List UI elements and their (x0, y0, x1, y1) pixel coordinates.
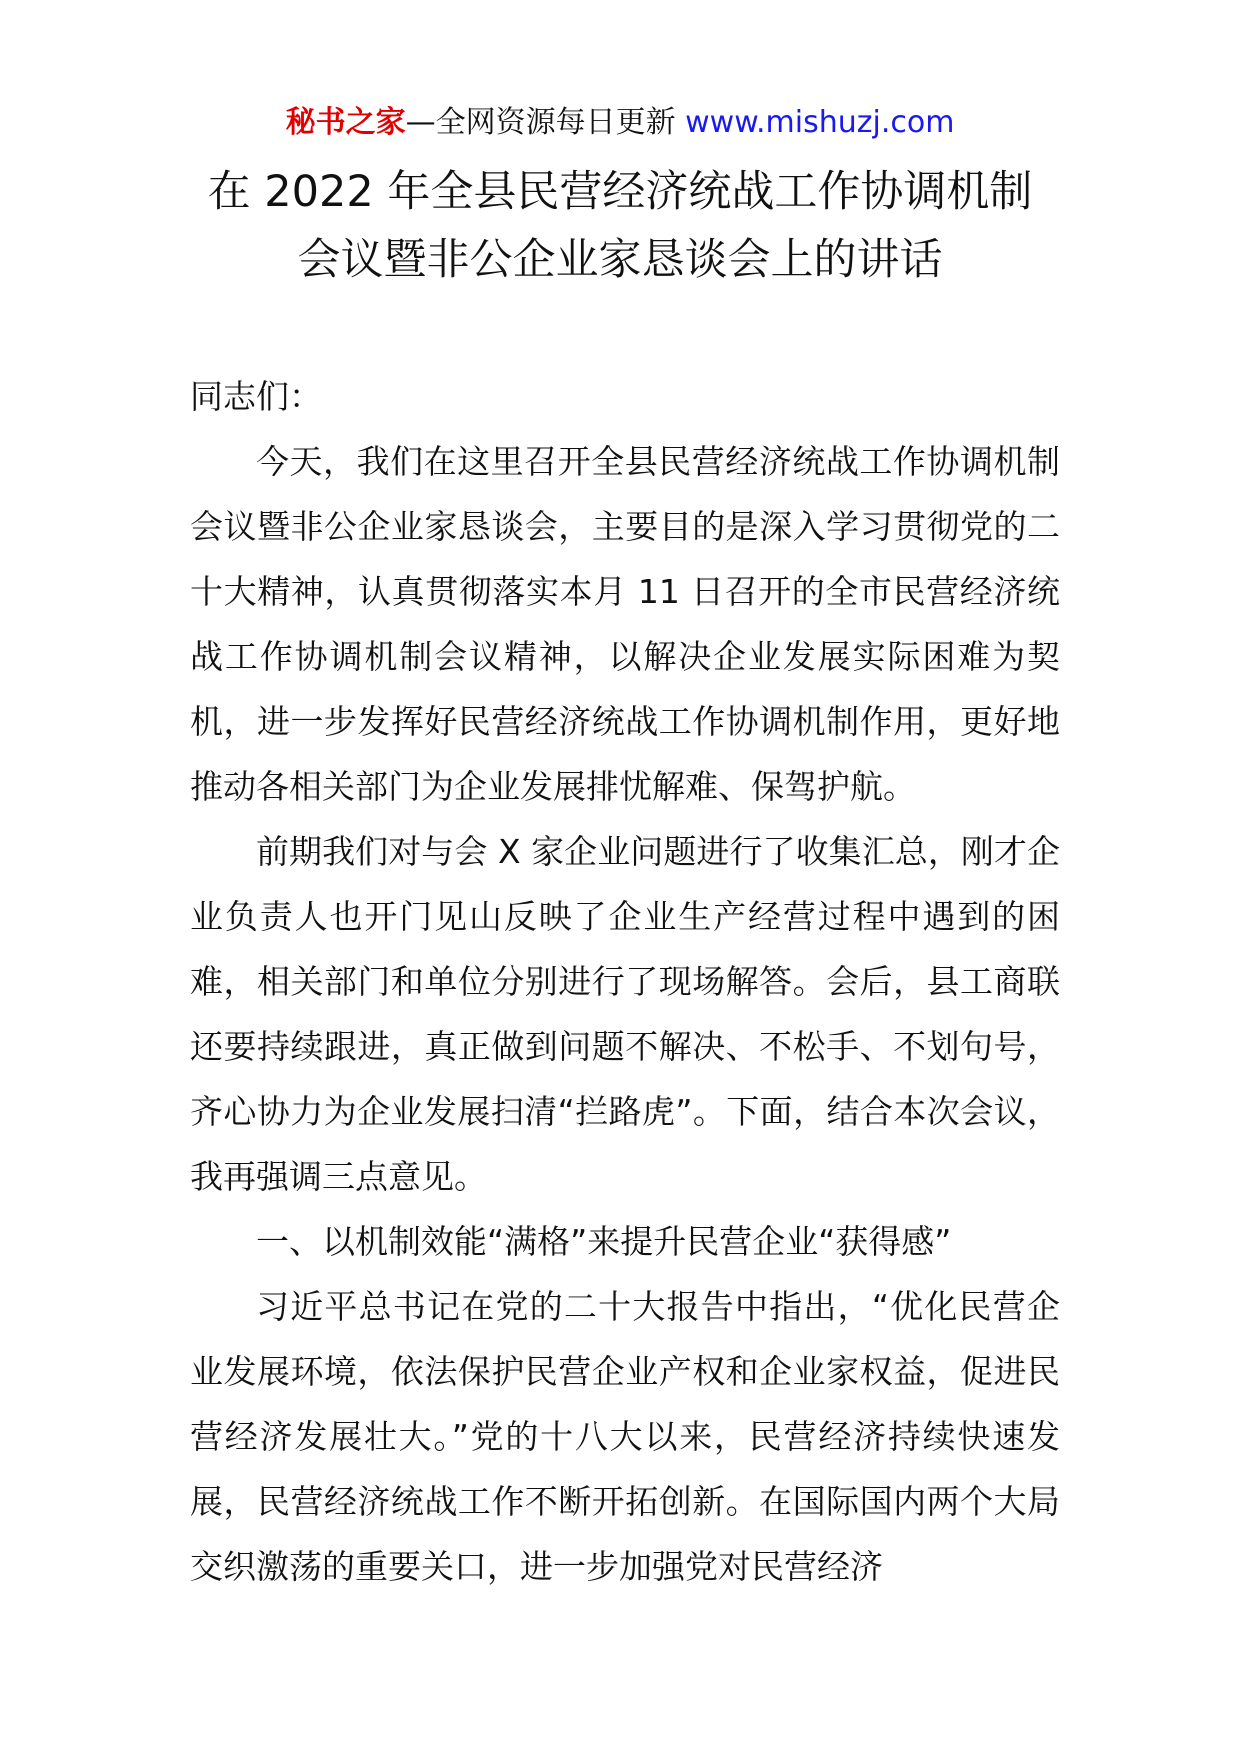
document-title-line-2: 会议暨非公企业家恳谈会上的讲话 (297, 235, 943, 285)
section-heading: 一、以机制效能“满格”来提升民营企业“获得感” (256, 1222, 952, 1261)
body-paragraph: 前期我们对与会 X 家企业问题进行了收集汇总，刚才企业负责人也开门见山反映了企业生产经营过程中遇到的困难，相关部门和单位分别进行了现场解答。会后，县工商联还要持续跟进，真正做到问题不解决、不松手、不划句号，齐心协力为企业发展扫清“拦路虎”。下面，结合本次会议，我再强调三点意见。 (190, 832, 1060, 1196)
brand-name: 秘书之家 (285, 105, 406, 140)
salutation: 同志们： (190, 377, 322, 416)
body-paragraph: 今天，我们在这里召开全县民营经济统战工作协调机制会议暨非公企业家恳谈会，主要目的是深入学习贯彻党的二十大精神，认真贯彻落实本月 11 日召开的全市民营经济统战工作协调机制会议精神，以解决企业发展实际困难为契机，进一步发挥好民营经济统战工作协调机制作用，更好地推动各相关部门为企业发展排忧解难、保驾护航。 (190, 442, 1060, 806)
document-title-line-1: 在 2022 年全县民营经济统战工作协调机制 (207, 167, 1033, 217)
site-url-link[interactable]: www.mishuzj.com (685, 105, 955, 140)
body-paragraph: 习近平总书记在党的二十大报告中指出，“优化民营企业发展环境，依法保护民营企业产权和企业家权益，促进民营经济发展壮大。”党的十八大以来，民营经济持续快速发展，民营经济统战工作不断开拓创新。在国际国内两个大局交织激荡的重要关口，进一步加强党对民营经济 (190, 1287, 1060, 1586)
document-body (190, 364, 1060, 1599)
site-header (0, 103, 1240, 143)
header-slogan: —全网资源每日更新 (405, 105, 686, 140)
